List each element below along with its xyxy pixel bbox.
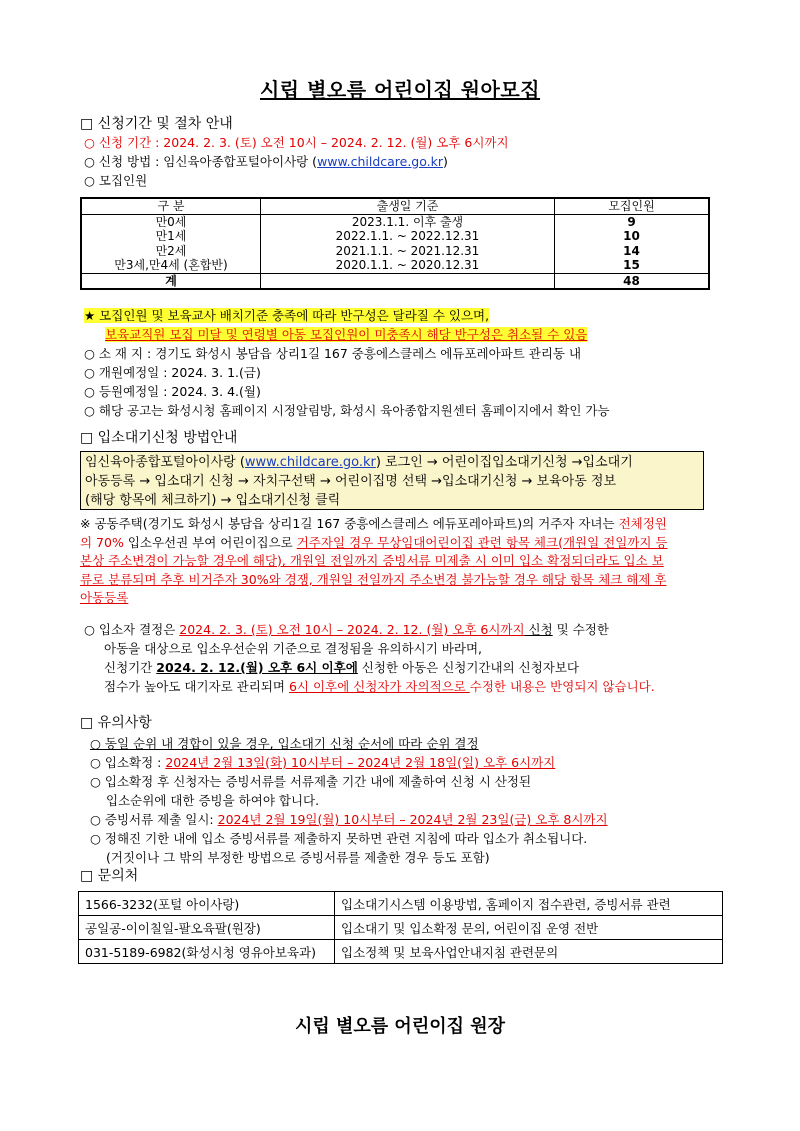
table-row	[81, 229, 709, 244]
page-title: 시립 별오름 어린이집 원아모집	[259, 78, 541, 102]
application-period: ○ 신청 기간 : 2024. 2. 3. (토) 오전 10시 – 2024. 2. 12. (월) 오후 6시까지	[84, 135, 509, 150]
decision-red-text: 6시 이후에 신청자가 자의적으로	[288, 679, 470, 694]
star-notice-text: 보육교직원 모집 미달 및 연령별 아동 모집인원이 미충족시 해당 반구성은 취소될 수 있음	[105, 327, 588, 342]
decision-line3	[104, 659, 579, 677]
steps-suffix: ) 로그인 → 어린이집입소대기신청 →입소대기	[375, 455, 633, 470]
decision-text: ○ 입소자 결정은	[84, 622, 180, 637]
table-cell: 14	[555, 244, 710, 259]
table-header: 출생일 기준	[261, 198, 555, 214]
note-item	[90, 754, 555, 772]
steps-line: (해당 항목에 체크하기) → 입소대기신청 클릭	[85, 493, 341, 508]
decision-bold-text: 2024. 2. 12.(월) 오후 6시 이후에	[156, 660, 358, 675]
note-item: ○ 동일 순위 내 경합이 있을 경우, 입소대기 신청 순서에 따라 순위 결정	[90, 736, 479, 751]
notice-red-text: 아동등록	[80, 590, 129, 605]
table-cell: 2023.1.1. 이후 출생	[261, 214, 555, 229]
table-total-row	[81, 273, 709, 289]
attend-date: ○ 등원예정일 : 2024. 3. 4.(월)	[84, 384, 261, 399]
table-header-row	[81, 198, 709, 214]
steps-line: 아동등록 → 입소대기 신청 → 자치구선택 → 어린이집명 선택 →입소대기신청 → 보육아동 정보	[85, 474, 617, 489]
notice-line	[80, 552, 725, 571]
table-cell: 2021.1.1. ~ 2021.12.31	[261, 244, 555, 259]
notice-red-text: 거주자일 경우 무상임대어린이집 관련 항목 체크(개원일 전일까지 등	[296, 534, 668, 550]
steps-prefix: 임신육아종합포털아이사랑 (	[85, 455, 245, 470]
note-item	[90, 811, 608, 829]
notice-line	[80, 589, 725, 608]
childcare-link[interactable]: www.childcare.go.kr	[317, 154, 444, 169]
table-cell: 만3세,만4세 (혼합반)	[81, 258, 261, 273]
table-cell: 2020.1.1. ~ 2020.12.31	[261, 258, 555, 273]
contact-topic: 입소대기 및 입소확정 문의, 어린이집 운영 전반	[335, 916, 723, 940]
decision-line1	[84, 621, 609, 639]
table-cell: 48	[555, 273, 710, 289]
resident-notice	[80, 515, 725, 608]
note-text: ○ 증빙서류 제출 일시:	[90, 812, 218, 827]
announcement-note: ○ 해당 공고는 화성시청 홈페이지 시정알림방, 화성시 육아종합지원센터 홈페이지에서 확인 가능	[84, 403, 610, 418]
childcare-link[interactable]: www.childcare.go.kr	[244, 455, 376, 470]
table-row	[81, 244, 709, 259]
table-row	[81, 258, 709, 273]
note-item: ○ 입소확정 후 신청자는 증빙서류를 서류제출 기간 내에 제출하여 신청 시 산정된	[90, 774, 532, 789]
notice-line	[80, 515, 725, 534]
note-red-text: 2024년 2월 19일(월) 10시부터 – 2024년 2월 23일(금) 오후 8시까지	[217, 812, 608, 827]
notice-text: 입소우선권 부여 어린이집으로	[123, 534, 297, 550]
table-header: 모집인원	[555, 198, 710, 214]
notice-red-text: 전체정원	[618, 516, 667, 531]
table-cell: 계	[81, 273, 261, 289]
application-method	[84, 153, 448, 171]
table-cell: 2022.1.1. ~ 2022.12.31	[261, 229, 555, 244]
decision-text: 점수가 높아도 대기자로 관리되며	[104, 679, 289, 694]
section-heading-contact: □ 문의처	[80, 868, 139, 884]
decision-text: 및 수정한	[552, 622, 609, 637]
decision-text: 신청	[524, 622, 553, 637]
method-suffix: )	[443, 154, 448, 169]
signature: 시립 별오름 어린이집 원장	[294, 1016, 506, 1037]
table-row	[81, 214, 709, 229]
opening-date: ○ 개원예정일 : 2024. 3. 1.(금)	[84, 365, 261, 380]
note-text: ○ 입소확정 :	[90, 755, 166, 770]
contact-topic: 입소대기시스템 이용방법, 홈페이지 접수관련, 증빙서류 관련	[335, 892, 723, 916]
decision-red-text: 2024. 2. 3. (토) 오전 10시 – 2024. 2. 12. (월) 오후 6시까지	[179, 622, 525, 637]
contact-phone: 031-5189-6982(화성시청 영유아보육과)	[79, 940, 335, 964]
table-cell: 9	[555, 214, 710, 229]
table-cell: 15	[555, 258, 710, 273]
decision-line2: 아동을 대상으로 입소우선순위 기준으로 결정됨을 유의하시기 바라며,	[104, 641, 482, 656]
notice-red-text: 본상 주소변경이 가능할 경우에 해당), 개원일 전일까지 증빙서류 미제출 시 이미 입소 확정되더라도 입소 보	[80, 553, 664, 568]
location: ○ 소 재 지 : 경기도 화성시 봉담읍 상리1길 167 중흥에스클레스 에듀포레아파트 관리동 내	[84, 346, 582, 361]
table-cell: 만1세	[81, 229, 261, 244]
notice-text: ※ 공동주택(경기도 화성시 봉담읍 상리1길 167 중흥에스클레스 에듀포레아파트)의 거주자 자녀는	[80, 516, 619, 531]
notice-line	[80, 534, 725, 553]
table-header: 구 분	[81, 198, 261, 214]
table-cell: 만0세	[81, 214, 261, 229]
section-heading-application: □ 신청기간 및 절차 안내	[80, 116, 233, 132]
star-notice-line2	[105, 326, 587, 344]
table-row	[79, 892, 723, 916]
note-item-continued: (거짓이나 그 밖의 부정한 방법으로 증빙서류를 제출한 경우 등도 포함)	[106, 850, 490, 865]
table-cell: 만2세	[81, 244, 261, 259]
notice-line	[80, 571, 725, 590]
decision-red-text: 수정한 내용은 반영되지 않습니다.	[469, 679, 655, 694]
star-notice-text: ★ 모집인원 및 보육교사 배치기준 충족에 따라 반구성은 달라질 수 있으며,	[84, 308, 490, 323]
note-item-continued: 입소순위에 대한 증빙을 하여야 합니다.	[106, 793, 320, 808]
star-notice-line1	[84, 307, 489, 325]
method-prefix: ○ 신청 방법 : 임신육아종합포털아이사랑 (	[84, 154, 318, 169]
waitlist-steps-box	[80, 451, 704, 510]
contact-topic: 입소정책 및 보육사업안내지침 관련문의	[335, 940, 723, 964]
table-cell	[261, 273, 555, 289]
table-row	[79, 940, 723, 964]
note-red-text: 2024년 2월 13일(화) 10시부터 – 2024년 2월 18일(일) 오후 6시까지	[165, 755, 556, 770]
contact-phone: 1566-3232(포털 아이사랑)	[79, 892, 335, 916]
decision-text: 신청기간	[104, 660, 157, 675]
note-item: ○ 정해진 기한 내에 입소 증빙서류를 제출하지 못하면 관련 지침에 따라 입소가 취소됩니다.	[90, 831, 588, 846]
contact-table	[78, 891, 723, 964]
section-heading-notes: □ 유의사항	[80, 715, 152, 731]
recruitment-table	[80, 197, 710, 290]
section-heading-waitlist: □ 입소대기신청 방법안내	[80, 430, 238, 446]
table-row	[79, 916, 723, 940]
contact-phone: 공일공-이이칠일-팔오육팔(원장)	[79, 916, 335, 940]
decision-line4	[104, 678, 655, 696]
table-cell: 10	[555, 229, 710, 244]
steps-line	[85, 453, 699, 472]
notice-red-text: 류로 분류되며 추후 비거주자 30%와 경쟁, 개원일 전일까지 주소변경 불가능할 경우 해당 항목 체크 해제 후	[80, 571, 667, 587]
recruit-label: ○ 모집인원	[84, 173, 148, 188]
notice-red-text: 의 70%	[80, 534, 124, 550]
decision-text: 신청한 아동은 신청기간내의 신청자보다	[357, 660, 579, 675]
